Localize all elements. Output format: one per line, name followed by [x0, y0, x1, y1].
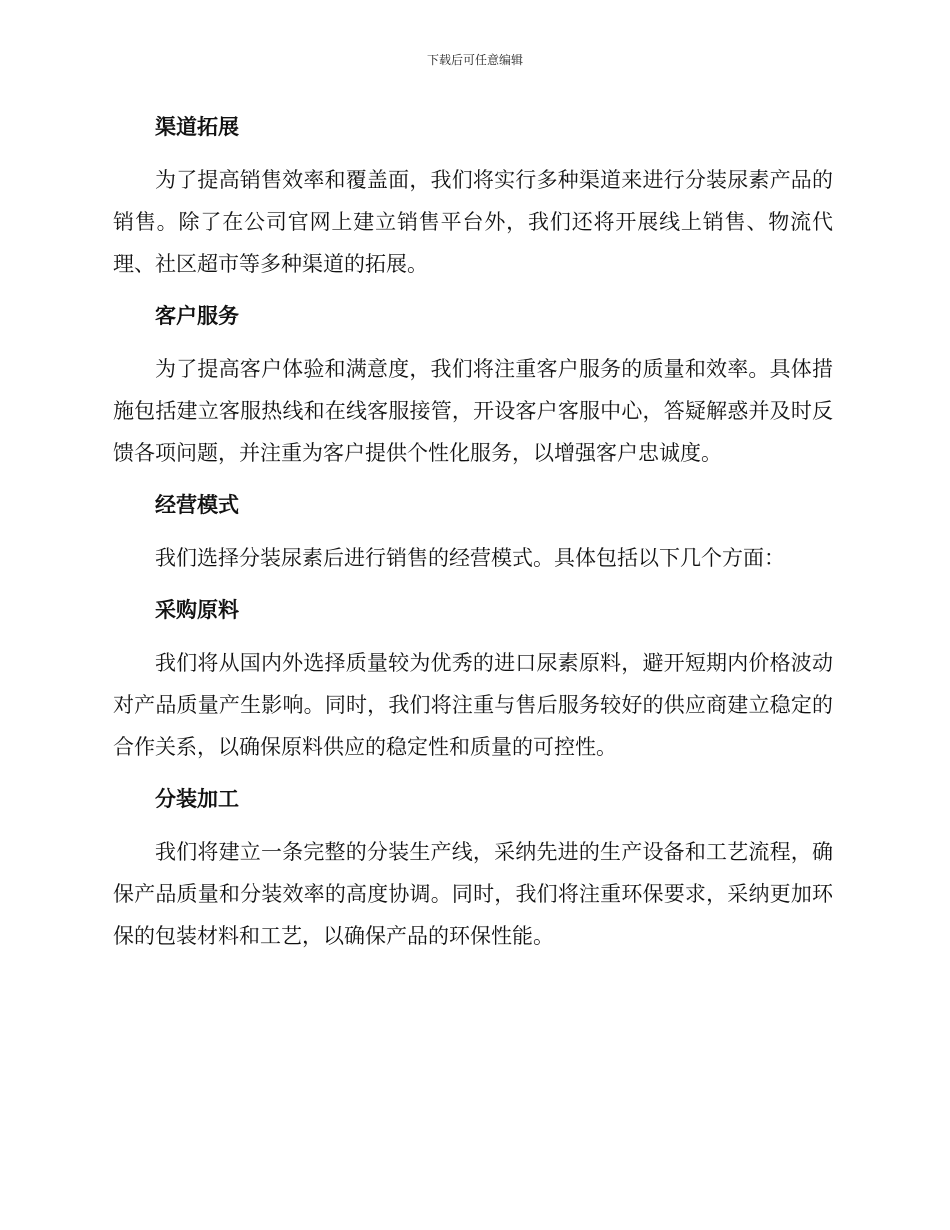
section-heading: 渠道拓展	[155, 115, 239, 139]
section-paragraph: 我们选择分装尿素后进行销售的经营模式。具体包括以下几个方面：	[155, 546, 785, 570]
section-packaging-processing	[113, 782, 833, 957]
section-paragraph: 为了提高销售效率和覆盖面，我们将实行多种渠道来进行分装尿素产品的销售。除了在公司官网上建立销售平台外，我们还将开展线上销售、物流代理、社区超市等多种渠道的拓展。	[113, 168, 833, 276]
page-header: 下载后可任意编辑	[426, 53, 523, 67]
section-heading: 采购原料	[155, 598, 239, 622]
section-paragraph: 我们将从国内外选择质量较为优秀的进口尿素原料，避开短期内价格波动对产品质量产生影响。同时，我们将注重与售后服务较好的供应商建立稳定的合作关系，以确保原料供应的稳定性和质量的可控性。	[113, 651, 833, 759]
section-business-model	[113, 488, 833, 579]
section-raw-material-procurement	[113, 593, 833, 768]
document-body	[113, 110, 833, 971]
section-heading: 客户服务	[155, 304, 239, 328]
section-heading: 分装加工	[155, 787, 239, 811]
section-heading: 经营模式	[155, 493, 239, 517]
section-paragraph: 我们将建立一条完整的分装生产线，采纳先进的生产设备和工艺流程，确保产品质量和分装效率的高度协调。同时，我们将注重环保要求，采纳更加环保的包装材料和工艺，以确保产品的环保性能。	[113, 840, 833, 948]
section-channel-expansion	[113, 110, 833, 285]
section-customer-service	[113, 299, 833, 474]
section-paragraph: 为了提高客户体验和满意度，我们将注重客户服务的质量和效率。具体措施包括建立客服热线和在线客服接管，开设客户客服中心，答疑解惑并及时反馈各项问题，并注重为客户提供个性化服务，以增强客户忠诚度。	[113, 357, 833, 465]
